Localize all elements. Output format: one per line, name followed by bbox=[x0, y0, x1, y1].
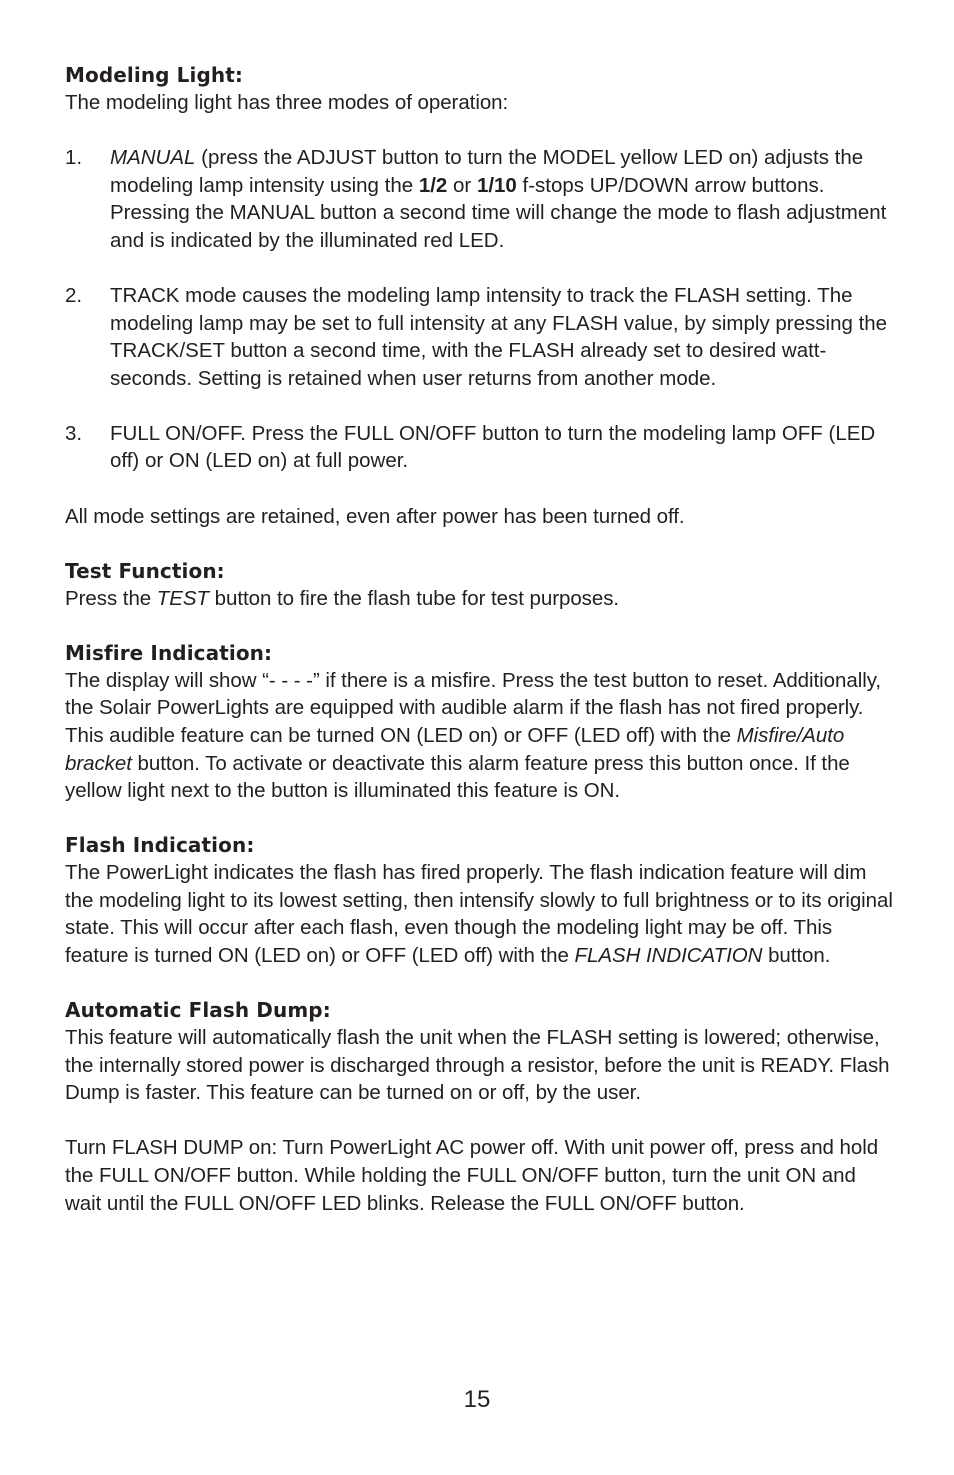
list-number: 1. bbox=[65, 146, 83, 170]
misfire-button-term: Misfire/Auto bracket bbox=[65, 723, 845, 775]
tenth-stop-term: 1/10 bbox=[476, 173, 517, 197]
flash-indication-heading: Flash Indication: bbox=[65, 833, 255, 858]
list-text-part: or bbox=[447, 173, 477, 197]
list-item-full-on-off bbox=[65, 420, 895, 475]
list-number: 2. bbox=[65, 283, 83, 307]
flash-dump-instructions: Turn FLASH DUMP on: Turn PowerLight AC power off. With unit power off, press and hold the FULL ON/OFF button. While holding the FULL ON/OFF button, turn the unit ON and wait until the FULL ON/OFF LED blinks. Release the FULL ON/OFF button. bbox=[65, 1136, 879, 1215]
text-part: button. To activate or deactivate this alarm feature press this button once. If the yellow light next to the button is illuminated this feature is ON. bbox=[65, 751, 850, 803]
flash-indication-text bbox=[65, 859, 895, 969]
modeling-light-heading: Modeling Light: bbox=[65, 63, 243, 87]
misfire-heading: Misfire Indication: bbox=[65, 640, 273, 665]
list-item-manual bbox=[65, 144, 895, 254]
text-part: The display will show “- - - -” if there is a misfire. Press the test button to reset. Additionally, the Solair PowerLights are equipped with audible alarm if the flash has not fired properly. This audible feature can be turned ON (LED on) or OFF (LED off) with the bbox=[65, 668, 882, 747]
list-text-part: f-stops UP/DOWN arrow buttons. Pressing the MANUAL button a second time will change the mode to flash adjustment and is indicated by the illuminated red LED. bbox=[110, 173, 887, 252]
page-number: 15 bbox=[463, 1386, 491, 1413]
flash-indication-term: FLASH INDICATION bbox=[574, 943, 763, 967]
flash-dump-text: This feature will automatically flash the unit when the FLASH setting is lowered; otherwise, the internally stored power is discharged through a resistor, before the unit is READY. Flash Dump is faster. This feature can be turned on or off, by the user. bbox=[65, 1026, 890, 1105]
list-text: TRACK mode causes the modeling lamp intensity to track the FLASH setting. The modeling lamp may be set to full intensity at any FLASH value, by simply pressing the TRACK/SET button a second time, with the FLASH already set to desired watt-seconds. Setting is retained when user returns from another mode. bbox=[110, 283, 888, 390]
flash-dump-heading: Automatic Flash Dump: bbox=[65, 998, 331, 1023]
modeling-light-intro: The modeling light has three modes of operation: bbox=[65, 91, 509, 114]
manual-term: MANUAL bbox=[110, 146, 196, 170]
text-part: The PowerLight indicates the flash has fired properly. The flash indication feature will dim the modeling light to its lowest setting, then intensify slowly to full brightness or to its original state. This will occur after each flash, even though the modeling light may be off. This feature is turned ON (LED on) or OFF (LED off) with the bbox=[65, 861, 893, 967]
list-text bbox=[110, 144, 895, 254]
list-text: FULL ON/OFF. Press the FULL ON/OFF button to turn the modeling lamp OFF (LED off) or ON (LED on) at full power. bbox=[110, 421, 876, 473]
text-part: button to fire the flash tube for test purposes. bbox=[209, 586, 620, 610]
list-item-track bbox=[65, 282, 895, 392]
test-term: TEST bbox=[156, 586, 209, 610]
test-function-text bbox=[65, 585, 895, 613]
list-text-part: (press the ADJUST button to turn the MODEL yellow LED on) adjusts the modeling lamp intensity using the bbox=[110, 146, 864, 197]
list-number: 3. bbox=[65, 421, 83, 445]
text-part: button. bbox=[762, 943, 831, 967]
test-function-heading: Test Function: bbox=[65, 558, 225, 583]
manual-page bbox=[65, 62, 895, 1217]
misfire-text bbox=[65, 667, 895, 805]
half-stop-term: 1/2 bbox=[418, 173, 448, 197]
text-part: Press the bbox=[65, 586, 157, 610]
settings-retained-note: All mode settings are retained, even after power has been turned off. bbox=[65, 504, 685, 528]
